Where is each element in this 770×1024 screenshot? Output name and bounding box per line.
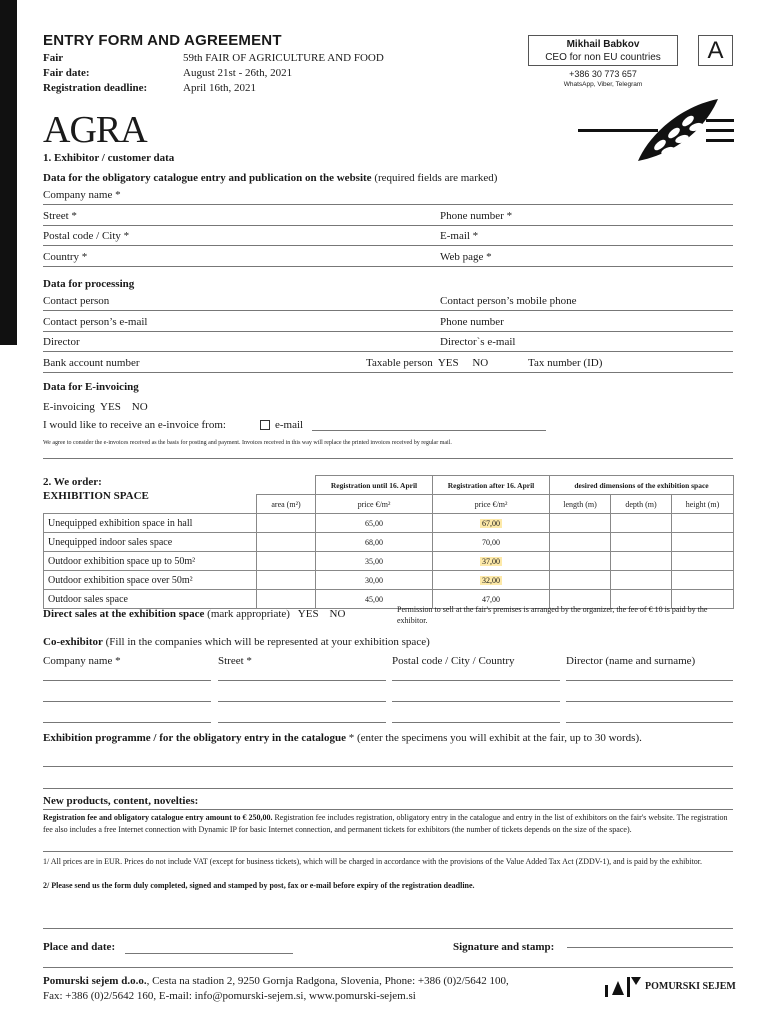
company-name-label: Company name * (43, 189, 121, 201)
catalogue-subheading-bold: Data for the obligatory catalogue entry and publication on the website (43, 172, 372, 184)
depth-cell[interactable] (611, 533, 672, 552)
area-cell[interactable] (257, 571, 316, 590)
col-length: length (m) (550, 495, 611, 514)
area-cell[interactable] (257, 514, 316, 533)
catalogue-subheading-rest: (required fields are marked) (374, 172, 498, 184)
permission-note: Permission to sell at the fair's premises is arranged by the organizer, the fee of € 10 is paid by the exhibitor. (397, 605, 708, 625)
footer-divider (43, 967, 733, 968)
depth-cell[interactable] (611, 571, 672, 590)
signature-label: Signature and stamp: (453, 941, 555, 953)
coexhibitor-heading-rest: (Fill in the companies which will be represented at your exhibition space) (105, 636, 430, 648)
price-after: 37,00 (482, 556, 500, 566)
col-after-header: Registration after 16. April (433, 476, 550, 495)
depth-cell[interactable] (611, 552, 672, 571)
email-input-line[interactable] (312, 430, 546, 431)
price-until: 65,00 (316, 514, 433, 533)
notes-divider (43, 851, 733, 852)
length-cell[interactable] (550, 514, 611, 533)
co-director-field[interactable] (566, 701, 733, 702)
einvoicing-yes-no[interactable]: E-invoicing YES NO (43, 401, 148, 413)
contact-box (528, 35, 678, 66)
wheat-logo-icon (578, 97, 738, 165)
country-web-field[interactable] (43, 266, 733, 267)
email-label: E-mail * (440, 230, 479, 242)
area-cell[interactable] (257, 533, 316, 552)
fair-date-label: Fair date: (43, 67, 90, 79)
co-company-label: Company name * (43, 655, 121, 667)
price-after: 47,00 (482, 594, 500, 604)
length-cell[interactable] (550, 533, 611, 552)
exhibition-space-heading: EXHIBITION SPACE (43, 490, 149, 502)
direct-sales-rest: (mark appropriate) YES NO (207, 608, 346, 620)
contact-phone: +386 30 773 657 (569, 69, 637, 79)
section1-heading: 1. Exhibitor / customer data (43, 152, 175, 164)
novelties-field[interactable] (43, 809, 733, 810)
depth-cell[interactable] (611, 514, 672, 533)
receive-einvoice-label: I would like to receive an e-invoice from: (43, 419, 226, 431)
director-label: Director (43, 336, 80, 348)
director-field[interactable] (43, 351, 733, 352)
form-title: ENTRY FORM AND AGREEMENT (43, 32, 282, 49)
novelties-heading: New products, content, novelties: (43, 795, 199, 807)
footer-address: , Cesta na stadion 2, 9250 Gornja Radgona, Slovenia, Phone: +386 (0)2/5642 100, (146, 975, 509, 987)
email-option-label: e-mail (275, 419, 304, 431)
contact-person-field[interactable] (43, 310, 733, 311)
contact-mobile-label: Contact person’s mobile phone (440, 295, 577, 307)
street-label: Street * (43, 210, 77, 222)
footer-line-2: Fax: +386 (0)2/5642 160, E-mail: info@pomurski-sejem.si, www.pomurski-sejem.si (43, 990, 416, 1002)
web-label: Web page * (440, 251, 492, 263)
programme-field[interactable] (43, 788, 733, 789)
deadline-label: Registration deadline: (43, 82, 148, 94)
row-label: Outdoor exhibition space up to 50m² (44, 552, 257, 571)
contact-person-label: Contact person (43, 295, 110, 307)
co-postal-field[interactable] (392, 722, 560, 723)
fair-value: 59th FAIR OF AGRICULTURE AND FOOD (183, 52, 384, 64)
price-until: 68,00 (316, 533, 433, 552)
place-date-field[interactable] (125, 953, 293, 954)
row-label: Unequipped exhibition space in hall (44, 514, 257, 533)
height-cell[interactable] (672, 514, 734, 533)
agra-logo: AGRA (43, 109, 147, 151)
table-row (44, 533, 734, 552)
price-after: 32,00 (482, 575, 500, 585)
co-director-field[interactable] (566, 680, 733, 681)
co-company-field[interactable] (43, 680, 211, 681)
signature-divider (43, 928, 733, 929)
note-1: 1/ All prices are in EUR. Prices do not include VAT (except for business tickets), which will be charged in accordance with the provisions of the Value Added Tax Act (ZDDV-1), and is paid by the exhibitor. (43, 857, 703, 866)
direct-sales-bold: Direct sales at the exhibition space (43, 608, 205, 620)
bank-label: Bank account number (43, 357, 140, 369)
taxable-yes-no[interactable]: Taxable person YES NO (366, 357, 489, 369)
email-checkbox[interactable] (260, 420, 270, 430)
length-cell[interactable] (550, 552, 611, 571)
deadline-value: April 16th, 2021 (183, 82, 257, 94)
price-until: 30,00 (316, 571, 433, 590)
postal-label: Postal code / City * (43, 230, 130, 242)
fee-note-bold: Registration fee and obligatory catalogue entry amount to € 250,00. (43, 813, 273, 822)
programme-field[interactable] (43, 766, 733, 767)
programme-heading-bold: Exhibition programme / for the obligatory entry in the catalogue (43, 732, 346, 744)
pomurski-sejem-logo-icon (604, 975, 642, 999)
signature-field[interactable] (567, 947, 733, 948)
co-street-field[interactable] (218, 722, 386, 723)
col-depth: depth (m) (611, 495, 672, 514)
co-director-label: Director (name and surname) (566, 655, 696, 667)
form-letter: A (698, 35, 733, 66)
section-divider (43, 458, 733, 459)
co-street-field[interactable] (218, 680, 386, 681)
programme-heading (43, 732, 642, 744)
table-row (44, 571, 734, 590)
area-cell[interactable] (257, 590, 316, 609)
col-dims-header: desired dimensions of the exhibition space (550, 476, 734, 495)
side-marker-bar (0, 0, 17, 345)
co-postal-field[interactable] (392, 680, 560, 681)
price-until: 35,00 (316, 552, 433, 571)
postal-email-field[interactable] (43, 245, 733, 246)
col-height: height (m) (672, 495, 734, 514)
row-label: Outdoor sales space (44, 590, 257, 609)
height-cell[interactable] (672, 571, 734, 590)
company-name-field[interactable] (43, 204, 733, 205)
co-street-field[interactable] (218, 701, 386, 702)
director-email-label: Director`s e-mail (440, 336, 516, 348)
col-until-header: Registration until 16. April (316, 476, 433, 495)
price-after: 70,00 (482, 537, 500, 547)
section2-heading: 2. We order: (43, 476, 102, 488)
contact-role: CEO for non EU countries (545, 52, 661, 63)
price-until: 45,00 (316, 590, 433, 609)
fee-note-rest: Registration fee includes registration, obligatory entry in the catalogue and entry in the list of exhibitors on the fair's website. The registration fee also includes a free Internet connection with Dynamic IP for basic Internet connection, and permanent tickets for exhibitors (the number of tickets depends on the size of the space). (43, 813, 728, 834)
bank-field[interactable] (43, 372, 733, 373)
einvoice-note: We agree to consider the e-invoices received as the basis for posting and payment. Invoices received in this way will replace the printed invoices received by regular mail. (43, 440, 452, 446)
co-postal-field[interactable] (392, 701, 560, 702)
contact-apps: WhatsApp, Viber, Telegram (563, 81, 643, 88)
co-director-field[interactable] (566, 722, 733, 723)
height-cell[interactable] (672, 552, 734, 571)
co-company-field[interactable] (43, 701, 211, 702)
contact-email-field[interactable] (43, 331, 733, 332)
place-date-label: Place and date: (43, 941, 116, 953)
footer-company: Pomurski sejem d.o.o. (43, 975, 147, 987)
programme-heading-rest: * (enter the specimens you will exhibit at the fair, up to 30 words). (348, 732, 642, 744)
co-street-label: Street * (218, 655, 252, 667)
fair-date-value: August 21st - 26th, 2021 (183, 67, 293, 79)
price-after: 67,00 (482, 518, 500, 528)
coexhibitor-heading-bold: Co-exhibitor (43, 636, 103, 648)
coexhibitor-heading (43, 636, 430, 648)
row-label: Outdoor exhibition space over 50m² (44, 571, 257, 590)
length-cell[interactable] (550, 571, 611, 590)
country-label: Country * (43, 251, 88, 263)
co-company-field[interactable] (43, 722, 211, 723)
einvoicing-heading: Data for E-invoicing (43, 381, 139, 393)
height-cell[interactable] (672, 533, 734, 552)
col-area-header: area (m²) (257, 495, 316, 514)
phone-number-label: Phone number (440, 316, 504, 328)
co-postal-label: Postal code / City / Country (392, 655, 515, 667)
exhibition-space-table (43, 475, 734, 609)
table-row (44, 514, 734, 533)
brand-name: POMURSKI SEJEM (645, 981, 736, 992)
table-row (44, 552, 734, 571)
phone-label: Phone number * (440, 210, 513, 222)
note-2: 2/ Please send us the form duly completed, signed and stamped by post, fax or e-mail before expiry of the registration deadline. (43, 881, 475, 890)
footer-line-1 (43, 975, 509, 987)
row-label: Unequipped indoor sales space (44, 533, 257, 552)
col-after-price: price €/m² (433, 495, 550, 514)
contact-email-label: Contact person’s e-mail (43, 316, 148, 328)
contact-name: Mikhail Babkov (566, 39, 640, 50)
catalogue-subheading (43, 172, 497, 184)
processing-heading: Data for processing (43, 278, 135, 290)
fair-label: Fair (43, 52, 64, 64)
direct-sales-row[interactable] (43, 608, 345, 620)
street-phone-field[interactable] (43, 225, 733, 226)
tax-number-label: Tax number (ID) (528, 357, 603, 369)
col-until-price: price €/m² (316, 495, 433, 514)
fee-note (43, 812, 733, 836)
area-cell[interactable] (257, 552, 316, 571)
